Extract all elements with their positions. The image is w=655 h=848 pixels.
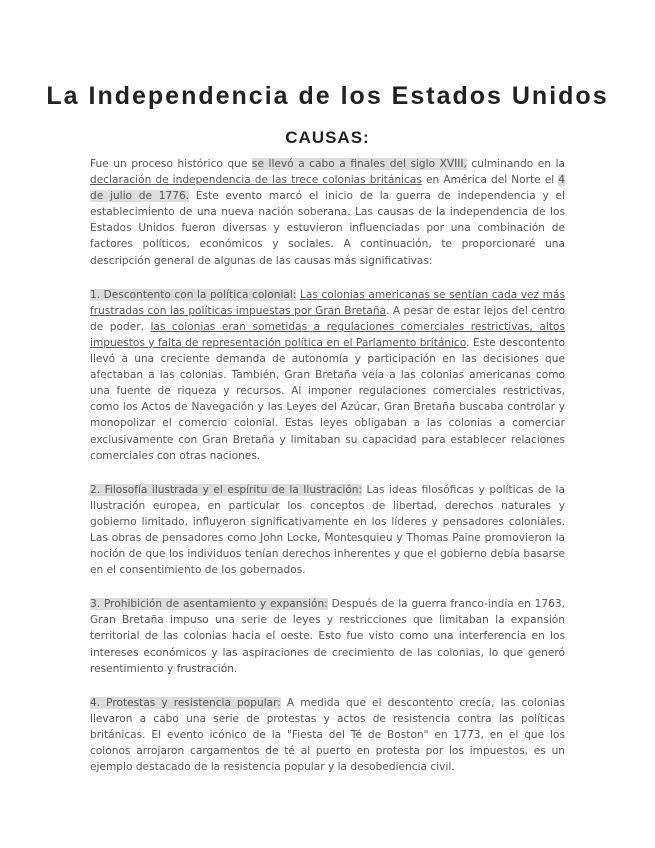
intro-paragraph [90,156,565,269]
intro-highlight-century: se llevó a cabo a finales del siglo XVIII, [251,158,467,170]
cause-2-text: Las ideas filosóficas y políticas de la Ilustración europea, en particular los conceptos de libertad, derechos naturales y gobierno limitado, influyeron significativamente en los líderes y pensadores coloniales. Las obras de pensadores como John Locke, Montesquieu y Thomas Paine promovieron la noción de que los individuos tenían derechos inherentes y que el gobierno debía basarse en el consentimiento de los gobernados. [90,483,565,577]
cause-1-heading: 1. Descontento con la política colonial: [90,288,297,301]
intro-text-2: culminando en la [466,158,565,170]
cause-1-text-1: . A pesar de estar lejos del centro de poder, [90,304,566,333]
cause-3-text: Después de la guerra franco-india en 1763, Gran Bretaña impuso una serie de leyes y restricciones que limitaban la expansión territorial de las colonias hacia el oeste. Esto fue visto como una interferencia en los intereses económicos y las aspiraciones de crecimiento de las colonias, lo que generó resentimiento y frustración. [90,598,566,675]
intro-highlight-date: 4 de julio de 1776. [90,174,565,203]
document-body [90,156,565,793]
cause-4-heading: 4. Protestas y resistencia popular: [90,696,281,709]
intro-underline-declaration: declaración de independencia de las trece colonias británicas [90,174,422,187]
cause-1-underline-regulations: las colonias eran sometidas a regulaciones comerciales restrictivas, altos impuestos y falta de representación política en el Parlamento británico [90,320,565,349]
cause-2-paragraph [90,482,565,579]
intro-text-1: Fue un proceso histórico que [90,158,252,170]
cause-2-heading: 2. Filosofía ilustrada y el espíritu de la Ilustración: [90,483,363,496]
cause-4-paragraph [90,695,565,775]
intro-text-4: Este evento marcó el inicio de la guerra de independencia y el establecimiento de una nueva nación soberana. Las causas de la independencia de los Estados Unidos fueron diversas y estuvieron influenciadas por una combinación de factores políticos, económicos y sociales. A continuación, te proporcionaré una descripción general de algunas de las causas más significativas: [90,190,565,267]
cause-1-text-2: . Este descontento llevó a una creciente demanda de autonomía y participación en las decisiones que afectaban a las colonias. También, Gran Bretaña veía a las colonias americanas como una fuente de riqueza y recursos. Al imponer regulaciones comerciales restrictivas, como los Actos de Navegación y las Leyes del Azúcar, Gran Bretaña buscaba controlar y monopolizar el comercio colonial. Estas leyes obligaban a las colonias a comerciar exclusivamente con Gran Bretaña y limitaban su capacidad para establecer relaciones comerciales con otras naciones. [90,336,565,462]
cause-1-paragraph [90,287,565,464]
cause-3-heading: 3. Prohibición de asentamiento y expansión: [90,598,328,611]
cause-4-text: A medida que el descontento crecía, las colonias llevaron a cabo una serie de protestas y actos de resistencia contra las políticas británicas. El evento icónico de la "Fiesta del Té de Boston" en 1773, en el que los colonos arrojaron cargamentos de té al puerto en protesta por los impuestos, es un ejemplo destacado de la resistencia popular y la desobediencia civil. [90,696,565,774]
intro-text-3: en América del Norte el [421,174,559,187]
section-heading-causas: CAUSAS: [285,128,370,147]
cause-3-paragraph [90,596,565,676]
cause-1-underline-frustration: Las colonias americanas se sentían cada vez más frustradas con las políticas impuestas por Gran Bretaña [90,288,565,317]
document-title: La Independencia de los Estados Unidos [46,82,609,110]
